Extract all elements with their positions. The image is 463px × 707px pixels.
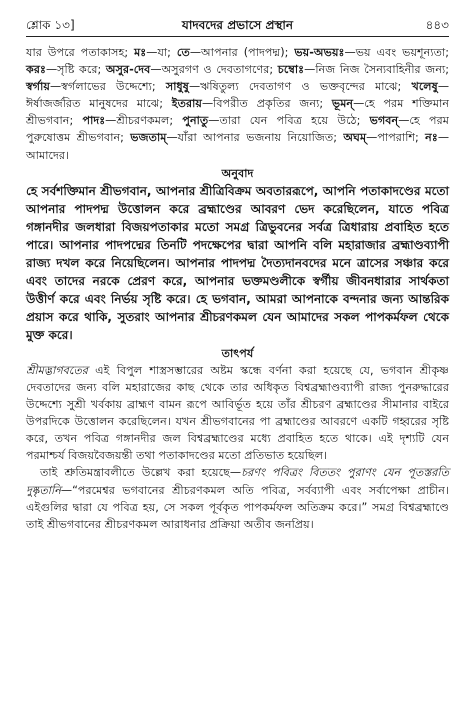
synonym-meaning: —ভয় এবং ভয়শূন্যতা; [344, 46, 450, 59]
synonym-term: তে [176, 46, 190, 59]
synonym-term: অঘম্ [343, 131, 367, 145]
page-body [26, 44, 449, 699]
synonym-term: অসুর-দেব [105, 63, 151, 77]
synonym-meaning: —সৃষ্টি করে; [45, 63, 106, 77]
running-header [26, 14, 449, 37]
translation-heading: অনুবাদ [221, 166, 254, 180]
synonym-term: মঃ [134, 46, 147, 59]
sruti-quote: চরণং পবিত্রং বিততং পুরাণং যেন পূতস্তরতি দুষ্কৃতানি [26, 466, 450, 497]
synonym-meaning: —স্বর্গলাভের উদ্দেশ্যে; [49, 80, 166, 94]
synonym-meaning: —ঋষিতুল্য দেবতাগণ ও ভক্তবৃন্দের মাঝে; [188, 80, 412, 94]
synonym-meaning: —পাপরাশি; [366, 131, 426, 145]
synonym-term: চম্বোঃ [277, 63, 305, 77]
synonym-meaning: —আমাদের। [26, 131, 449, 162]
synonym-meaning: —শ্রীচরণকমল; [105, 114, 183, 128]
purport-book-title: শ্রীমদ্ভাগবতের [26, 363, 88, 377]
synonym-meaning: —নিজ নিজ সৈন্যবাহিনীর জন্য; [304, 63, 450, 77]
purport-text-1: এই বিপুল শাস্ত্রসম্ভারের অষ্টম স্কন্ধে বর্ণনা করা হয়েছে যে, ভগবান শ্রীকৃষ্ণ দেবতাদের জন্য বলি মহারাজের কাছ থেকে তার অধিকৃত বিশ্বব্রহ্মাণ্ডব্যাপী রাজ্য পুনরুদ্ধারের উদ্দেশ্যে সুশ্রী খর্বকায় ব্রাহ্মণ বামন রূপে আবির্ভূত হয়ে তাঁর শ্রীচরণ ব্রহ্মাণ্ডের সীমানার বাইরে উপরদিকে উত্তোলন করেছিলেন। যখন শ্রীভগবানের পা ব্রহ্মাণ্ডের আবরণে একটি গহ্বরের সৃষ্টি করে, তখন পবিত্র গঙ্গানদীর জল বিশ্বব্রহ্মাণ্ডের মধ্যে প্রবাহিত হতে থাকে। এই দৃশ্যটি যেন পরমাশ্চর্য বিজয়বৈজয়ন্তী তথা পতাকাদণ্ডের মতো প্রতিভাত হয়েছিল। [26, 363, 449, 463]
synonym-term: ভয়-অভয়ঃ [294, 46, 345, 59]
chapter-title: যাদবদের প্রভাসে প্রস্থান [181, 18, 294, 32]
synonym-term: করঃ [26, 63, 46, 77]
synonym-term: ইতরায় [171, 97, 202, 111]
purport-text-2a: তাই শ্রুতিমন্ত্রাবলীতে উল্লেখ করা হয়েছে— [40, 466, 242, 480]
synonym-meaning: —আপনার (পাদপদ্ম); [189, 46, 295, 59]
synonym-term: সাধুষু [165, 80, 189, 94]
purport-paragraph-2 [26, 464, 449, 532]
synonym-meaning: যার উপরে পতাকাসহ; [26, 46, 135, 59]
synonym-term: পাদঃ [82, 114, 106, 128]
synonym-meaning: —অসুরগণ ও দেবতাগণের; [150, 63, 278, 77]
synonym-meaning: —যাঁরা আপনার ভজনায় নিয়োজিত; [166, 131, 344, 145]
synonym-term: ভগবন্ [369, 114, 399, 128]
synonym-meaning: —হে পরম পুরুষোত্তম শ্রীভগবান; [26, 114, 450, 145]
verse-number: শ্লোক ১৩] [26, 18, 75, 32]
synonyms-paragraph [26, 44, 449, 164]
page-number: ৪৪৩ [425, 18, 449, 32]
synonym-meaning: —তারা যেন পবিত্র হয়ে উঠে; [208, 114, 370, 128]
synonym-meaning: —যা; [146, 46, 177, 59]
purport-paragraph-1 [26, 362, 449, 465]
synonym-term: খলেষু [411, 80, 438, 94]
synonym-meaning: —ঈর্ষাজর্জরিত মানুষদের মাঝে; [26, 80, 450, 111]
synonym-term: ভজতাম্ [130, 131, 167, 145]
purport-heading: তাৎপর্য [221, 346, 254, 360]
translation-text: হে সর্বশক্তিমান শ্রীভগবান, আপনার শ্রীত্রিবিক্রম অবতাররূপে, আপনি পতাকাদণ্ডের মতো আপনার পাদপদ্ম উত্তোলন করে ব্রহ্মাণ্ডের আবরণ ভেদ করেছিলেন, যাতে পবিত্র গঙ্গানদীর জলধারা বিজয়পতাকার মতো সমগ্র ত্রিভুবনের সর্বত্র ত্রিধারায় প্রবাহিত হতে পারে। আপনার পাদপদ্মের তিনটি পদক্ষেপের দ্বারা আপনি বলি মহারাজার ব্রহ্মাণ্ডব্যাপী রাজ্য দখল করে নিয়েছিলেন। আপনার পাদপদ্ম দৈত্যদানবদের মনে ত্রাসের সঞ্চার করে এবং তাদের নরকে প্রেরণ করে, আপনার ভক্তমণ্ডলীকে স্বর্গীয় জীবনধারার সার্থকতা উত্তীর্ণ করে এবং নির্ভয় সৃষ্টি করে। হে ভগবান, আমরা আপনাকে বন্দনার জন্য আন্তরিক প্রয়াস করে থাকি, সুতরাং আপনার শ্রীচরণকমল যেন আমাদের সকল পাপকর্মফল থেকে মুক্ত করে। [26, 183, 449, 342]
synonym-meaning: —বিপরীত প্রকৃতির জন্য; [201, 97, 332, 111]
synonym-term: ভূমন্ [331, 97, 354, 111]
synonym-term: পুনাতু [182, 114, 209, 128]
synonym-term: নঃ [425, 131, 438, 145]
synonym-term: স্বর্গায় [26, 80, 50, 94]
synonym-meaning: —হে পরম শক্তিমান শ্রীভগবান; [26, 97, 449, 128]
purport-text-2b: —“পরমেশ্বর ভগবানের শ্রীচরণকমল অতি পবিত্র, সর্বব্যাপী এবং সর্বাপেক্ষা প্রাচীন। এইগুলির দ্বারা যে পবিত্র হয়, সে সকল পূর্বকৃত পাপকর্মফল অতিক্রম করে।” সমগ্র বিশ্বব্রহ্মাণ্ডে তাই শ্রীভগবানের শ্রীচরণকমল আরাধনার প্রক্রিয়া অতীব জনপ্রিয়। [26, 483, 449, 531]
